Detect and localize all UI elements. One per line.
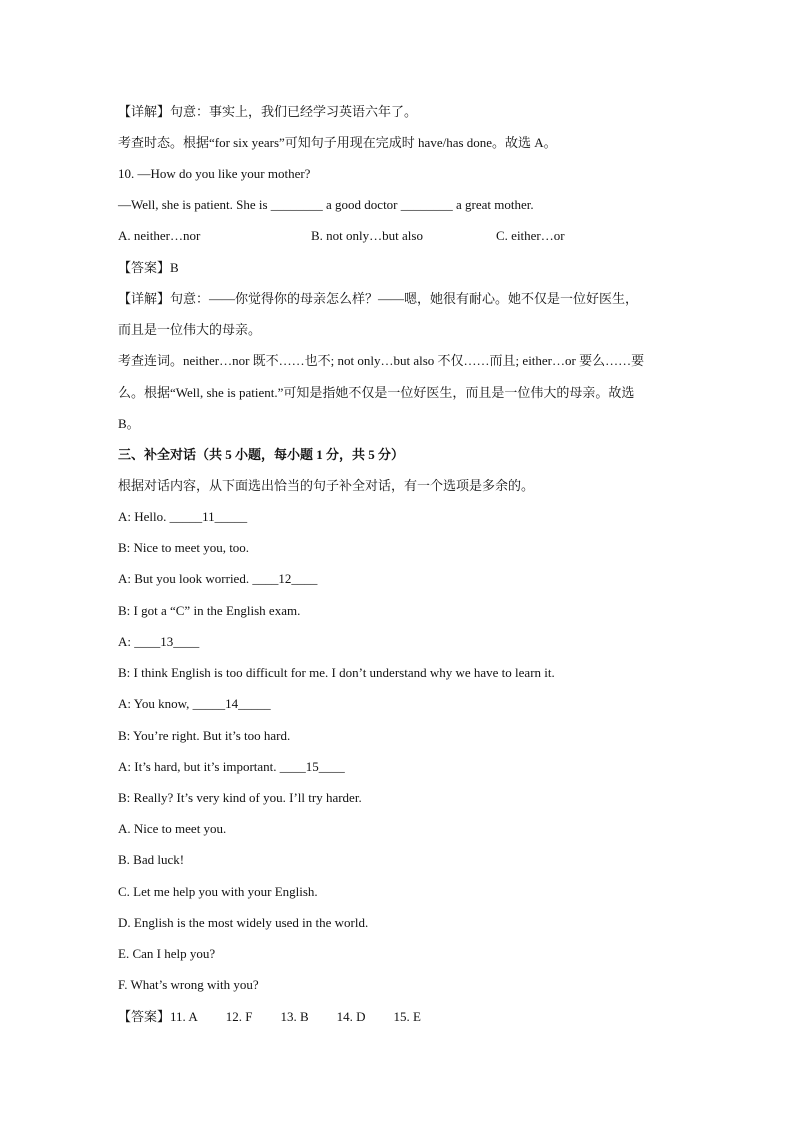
dialogue-line [118, 758, 688, 776]
q10-detail-line-1: 【详解】句意：——你觉得你的母亲怎么样？——嗯，她很有耐心。她不仅是一位好医生， [118, 291, 639, 306]
q9-detail: 【详解】句意：事实上，我们已经学习英语六年了。 [118, 104, 418, 119]
q10-blank-2: ________ [400, 197, 453, 212]
dialogue-text: B: Really? It’s very kind of you. I’ll try harder. [118, 790, 362, 805]
answer-item: 14. D [336, 1009, 366, 1024]
q10-option-a: A. neither…nor [118, 228, 201, 243]
q10-analysis-line-1: 考查连词。neither…nor 既不……也不; not only…but also 不仅……而且; either…or 要么……要 [118, 353, 645, 368]
dialogue-line [118, 664, 688, 682]
choice-d: D. English is the most widely used in the world. [118, 915, 369, 930]
dialogue-blank-13: ____13____ [134, 634, 200, 649]
dialogue-text: A: [118, 634, 135, 649]
q10-sentence [118, 196, 688, 214]
dialogue-line [118, 695, 688, 713]
dialogue-line [118, 602, 688, 620]
dialogue-line [118, 727, 688, 745]
answer-item: 11. A [170, 1009, 198, 1024]
choice-e: E. Can I help you? [118, 946, 216, 961]
choice-f: F. What’s wrong with you? [118, 977, 259, 992]
dialogue-blank-14: _____14_____ [192, 696, 271, 711]
q10-question: 10. —How do you like your mother? [118, 166, 311, 181]
q10-answer: 【答案】B [118, 260, 179, 275]
q10-analysis-line-2: 么。根据“Well, she is patient.”可知是指她不仅是一位好医生，而且是一位伟大的母亲。故选 [118, 385, 635, 400]
answers-line [118, 1008, 688, 1026]
q10-sentence-mid: a good doctor [322, 197, 401, 212]
choice-a: A. Nice to meet you. [118, 821, 227, 836]
dialogue-text: A: Hello. [118, 509, 170, 524]
q9-analysis: 考查时态。根据“for six years”可知句子用现在完成时 have/has done。故选 A。 [118, 135, 557, 150]
dialogue-blank-15: ____15____ [279, 759, 345, 774]
q10-analysis-line-3: B。 [118, 416, 140, 431]
section-3-heading: 三、补全对话（共 5 小题，每小题 1 分，共 5 分） [118, 447, 405, 462]
answers-label: 【答案】 [118, 1009, 171, 1024]
answer-item: 12. F [225, 1009, 253, 1024]
dialogue-line [118, 539, 688, 557]
dialogue-text: B: You’re right. But it’s too hard. [118, 728, 291, 743]
q10-detail-line-2: 而且是一位伟大的母亲。 [118, 322, 262, 337]
dialogue-text: B: Nice to meet you, too. [118, 540, 250, 555]
q10-sentence-pre: —Well, she is patient. She is [118, 197, 271, 212]
section-3-instruction: 根据对话内容，从下面选出恰当的句子补全对话，有一个选项是多余的。 [118, 478, 535, 493]
answer-item: 13. B [280, 1009, 309, 1024]
dialogue-text: A: You know, [118, 696, 193, 711]
dialogue-line [118, 570, 688, 588]
q10-option-c: C. either…or [496, 228, 565, 243]
dialogue-text: A: But you look worried. [118, 571, 253, 586]
dialogue-text: B: I think English is too difficult for me. I don’t understand why we have to learn it. [118, 665, 555, 680]
dialogue-line [118, 633, 688, 651]
dialogue-blank-12: ____12____ [252, 571, 318, 586]
dialogue-text: B: I got a “C” in the English exam. [118, 603, 301, 618]
dialogue-line [118, 789, 688, 807]
dialogue-line [118, 508, 688, 526]
choice-b: B. Bad luck! [118, 852, 185, 867]
dialogue-blank-11: _____11_____ [169, 509, 248, 524]
dialogue-text: A: It’s hard, but it’s important. [118, 759, 280, 774]
q10-sentence-post: a great mother. [452, 197, 534, 212]
q10-option-b: B. not only…but also [311, 228, 423, 243]
q10-blank-1: ________ [270, 197, 323, 212]
answer-item: 15. E [393, 1009, 421, 1024]
choice-c: C. Let me help you with your English. [118, 884, 318, 899]
